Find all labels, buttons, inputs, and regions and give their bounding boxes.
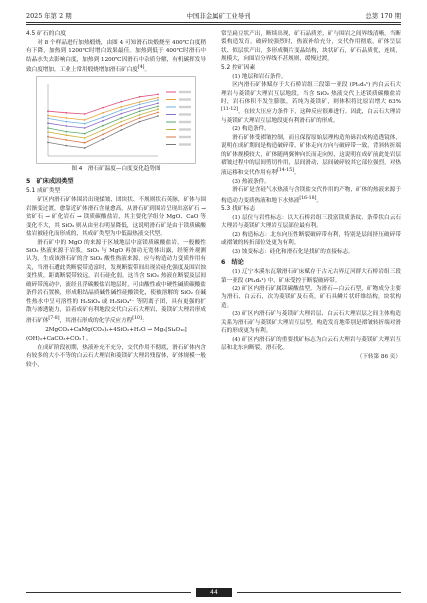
data-point bbox=[47, 128, 49, 130]
reaction-formula-continued: (OH)₂+CaCO₃+CO₂↑。 bbox=[26, 336, 92, 343]
data-point bbox=[102, 125, 104, 127]
data-point bbox=[84, 123, 86, 125]
data-point bbox=[65, 145, 67, 147]
data-point bbox=[139, 114, 141, 116]
footer-rule-left bbox=[26, 592, 191, 593]
data-point bbox=[157, 103, 159, 105]
conclusion-2-paragraph: (2) 矿区内滑石矿属镁碳酸盐型，为滑石—白云石型，矿物成分主要为滑石、白云石，次为菱镁矿及石英，矿石具鳞片状纤维结构，块状构造。 bbox=[221, 285, 401, 309]
data-point bbox=[84, 128, 86, 130]
data-point bbox=[84, 120, 86, 122]
legend-label-placeholder bbox=[179, 121, 191, 123]
data-point bbox=[139, 108, 141, 110]
header-rule bbox=[26, 22, 401, 23]
footer-rule-right bbox=[237, 592, 401, 593]
legend-label-placeholder bbox=[179, 114, 191, 116]
data-point bbox=[120, 110, 122, 112]
data-point bbox=[47, 142, 49, 144]
data-point bbox=[65, 140, 67, 142]
data-point bbox=[139, 102, 141, 104]
data-point bbox=[120, 130, 122, 132]
factor-3-paragraph: 滑石矿是含硅气水热液与含镁盐交代作用的产物，矿体的热液来源于构造动力变质热液和地下水热液[16-18]。 bbox=[221, 187, 401, 204]
data-point bbox=[157, 112, 159, 114]
section-4-5-title: 4.5 矿石的白度 bbox=[26, 31, 67, 37]
section-5-1-paragraph-1: 矿区内滑石矿体围岩出现揉皱、团块状、不规则状石英脉，矿体与围岩渐变过渡，愈靠近矿体滑石含量愈高，从滑石矿到围岩呈现出富矿石 → 贫矿石 → 矿化岩石 → 镁质碳酸盐岩，其主要化学组分 MgO、CaO 等变化不大，其 SiO₂ 则从由至右明显降低，这说明滑石矿是由于镁质碳酸盐岩被硅化而形成的，其成矿类型为中低温热液交代型。 bbox=[26, 197, 206, 238]
data-point bbox=[65, 118, 67, 120]
data-point bbox=[157, 106, 159, 108]
indicator-2-paragraph: (2) 构造标志：北东向压性断裂破碎带有利，特别是层间挤压破碎带或褶皱的转折部位处更为有利。 bbox=[221, 231, 401, 247]
right-column bbox=[221, 30, 401, 361]
section-4-5-paragraph: 对 8 个样品进行加热煅烧，由图 4 可知滑石块煅烧至 400℃白度稍有下降，加热到 1200℃时增白效果最佳。加热到低于 400℃时滑石中结晶水失去影响白度，加热到 1200℃因滑石中杂质分解，有机碳挥发导致白度增加，工业上常用煅烧增加滑石矿白度[4]。 bbox=[26, 39, 206, 74]
conclusion-1-paragraph: (1) 辽宁本溪东瓦墩滑石矿床赋存于古元古界辽河群大石桥岩组三段第一亚段 (Pt₁d₃¹) 中，矿床受控于断裂破碎带。 bbox=[221, 269, 401, 284]
continued-note: （下转第 86 页） bbox=[356, 353, 401, 360]
factor-1-title: (1) 地层和岩石条件。 bbox=[232, 73, 287, 80]
data-point bbox=[102, 117, 104, 119]
whiteness-temperature-chart bbox=[36, 76, 196, 164]
indicator-1-paragraph: (1) 层位与岩性标志：以大石桥岩组三段富镁质条纹、条带状白云石大理岩与菱镁矿大理岩互层部位最有利。 bbox=[221, 214, 401, 230]
data-point bbox=[102, 112, 104, 114]
running-header bbox=[26, 9, 401, 21]
data-point bbox=[139, 118, 141, 120]
data-point bbox=[157, 116, 159, 118]
data-point bbox=[84, 133, 86, 135]
figure-4-chart bbox=[36, 76, 196, 164]
data-point bbox=[139, 111, 141, 113]
data-point bbox=[102, 130, 104, 132]
data-point bbox=[102, 120, 104, 122]
data-point bbox=[47, 136, 49, 138]
conclusion-3-paragraph: (3) 矿区内滑石矿与菱镁矿大理岩层、白云石大理岩层之间主体构造关系为滑石矿与菱镁矿大理岩互层型，构造发育地带别是褶皱转折端对滑石的形成更为有利。 bbox=[221, 311, 401, 335]
data-point bbox=[84, 148, 86, 150]
header-rule-thin bbox=[26, 24, 401, 25]
journal-title: 中国非金属矿工业导刊 bbox=[186, 11, 251, 20]
data-point bbox=[47, 123, 49, 125]
factor-2-title: (2) 构造条件。 bbox=[232, 126, 270, 133]
legend-label-placeholder bbox=[179, 129, 191, 131]
data-point bbox=[47, 111, 49, 113]
conclusion-4-paragraph: (4) 矿区内滑石矿的重要找矿标志为白云石大理岩与菱镁矿大理岩互层和北东向断裂，滑石化。 bbox=[221, 336, 401, 352]
indicator-3-paragraph: (3) 蚀变标志：硅化和滑石化是找矿的直接标志。 bbox=[232, 248, 354, 255]
left-column bbox=[26, 30, 206, 369]
legend-label-placeholder bbox=[179, 99, 191, 101]
data-point bbox=[84, 114, 86, 116]
legend-label-placeholder bbox=[179, 144, 191, 146]
data-point bbox=[157, 100, 159, 102]
factor-2-paragraph: 滑石矿体受褶皱控制，而且保留原始层理构造角砾岩成构造透镜体，说明在成矿期间是构造破碎带，矿体走向方向与破碎带一致，背斜转折端的矿体规模较大，矿体随两翼伸向长而走向短，这说明在成矿前此处岩层褶皱过程中的层间剪切作用，层间滑动，层间破碎较其它部位强烈，对热液运移和交代作用有利[14-15]。 bbox=[221, 134, 401, 177]
figure-4-caption: 图 4 滑石矿温度—白度变化趋势图 bbox=[71, 166, 161, 173]
data-point bbox=[157, 109, 159, 111]
section-5-1-paragraph-3: 在成矿阶段初期，热液补充不充分，交代作用不彻底，滑石矿体内含有较多的大小不等的白云石大理岩和菱镁矿大理岩残留体，矿体规模一般较小， bbox=[26, 344, 206, 368]
data-point bbox=[65, 131, 67, 133]
issue-label: 2025 年第 2 期 bbox=[26, 11, 72, 20]
section-5-2-title: 5.2 控矿因素 bbox=[221, 64, 256, 71]
section-5-3-title: 5.3 找矿标志 bbox=[221, 205, 256, 212]
data-point bbox=[65, 135, 67, 137]
total-issue-label: 总第 170 期 bbox=[365, 11, 401, 20]
data-point bbox=[102, 139, 104, 141]
section-5-title: 5 矿床成因类型 bbox=[26, 178, 74, 186]
data-point bbox=[120, 121, 122, 123]
data-point bbox=[139, 96, 141, 98]
data-point bbox=[120, 125, 122, 127]
data-point bbox=[84, 142, 86, 144]
data-point bbox=[65, 112, 67, 114]
reaction-formula: 2MgCO₃+CaMg(CO₃)₂+4SiO₂+H₂O → Mg₃[Si₄O₁₀] bbox=[45, 326, 187, 333]
data-point bbox=[47, 118, 49, 120]
data-point bbox=[47, 132, 49, 134]
data-point bbox=[120, 101, 122, 103]
data-point bbox=[102, 107, 104, 109]
factor-1-paragraph: 区内滑石矿体赋存于大石桥岩组三段第一亚段 (Pt₁d₃¹) 内白云石大理岩与菱镁矿大理岩互层地段，当含 SiO₂ 热液交代上述镁质碳酸盐岩时，岩石体积不发生膨胀，若纯为菱镁矿，则体积将比原岩增大 63%[11-12]，在较大压应力条件下，这种反应很难进行。因此，白云石大理岩与菱镁矿大理岩互层地段更有利滑石矿的形成。 bbox=[221, 82, 401, 124]
legend-label-placeholder bbox=[179, 136, 191, 138]
legend-label-placeholder bbox=[179, 106, 191, 108]
data-point bbox=[47, 115, 49, 117]
section-6-title: 6 结论 bbox=[221, 259, 244, 267]
section-5-1-paragraph-2: 滑石矿中的 MgO 的来源于区域地层中富镁质碳酸盐岩，一般酸性 SiO₂ 热液来源于岩浆，SiO₂ 与 MgO 再加功无宽体出露，经鉴外观测认为，生成该滑石矿的含 SiO₂ 酸性热液来源，应与构造动力变质作用有关，当滑石遭此类断裂带造富时，发现断裂带间出现岩硅化强度及围岩蚀变性质，距离断裂带较远，岩石硅化弱，这当含 SiO₂ 热液在断裂及层间破碎带流动中，流经且浮碳酸盐岩地层时，可由酸性或中硬性碱质碳酸盐条件岩石置换，形成粗结晶质碱性碱性硅酸镁化，使被溶解的 SiO₂ 在碱性热水中呈可溶性的 H₂SiO₄ 或 H₂SiO₄²⁻ 等阴离子团，具有更强的扩散与渗透能力，沿着成矿有利地段交代白云石大理岩、菱镁矿大理岩形成滑石矿体[7-8]，其滑石形成的化学反应方程[10]： bbox=[26, 239, 206, 324]
legend-label-placeholder bbox=[179, 91, 191, 93]
data-point bbox=[120, 106, 122, 108]
continued-paragraph: 常呈扁豆状产出，断续出现，矿石品质差，矿与围岩之间界线清晰。当断裂构造发育，破碎较强烈时，热液补给充分，交代作用彻底，矿体呈层状、似层状产出，多形成稠片变晶结构，块状矿石，矿石品质优，连续，规模大，向围岩分界线不甚规则，缓慢过渡。 bbox=[221, 31, 401, 63]
section-5-1-title: 5.1 成矿类型 bbox=[26, 188, 61, 195]
page-number: 44 bbox=[196, 588, 232, 597]
data-point bbox=[157, 94, 159, 96]
data-point bbox=[84, 138, 86, 140]
data-point bbox=[120, 118, 122, 120]
factor-3-title: (3) 热液条件。 bbox=[232, 178, 270, 185]
data-point bbox=[65, 126, 67, 128]
data-point bbox=[65, 121, 67, 123]
data-point bbox=[102, 134, 104, 136]
data-point bbox=[120, 113, 122, 115]
data-point bbox=[157, 97, 159, 99]
data-point bbox=[139, 121, 141, 123]
data-point bbox=[139, 104, 141, 106]
